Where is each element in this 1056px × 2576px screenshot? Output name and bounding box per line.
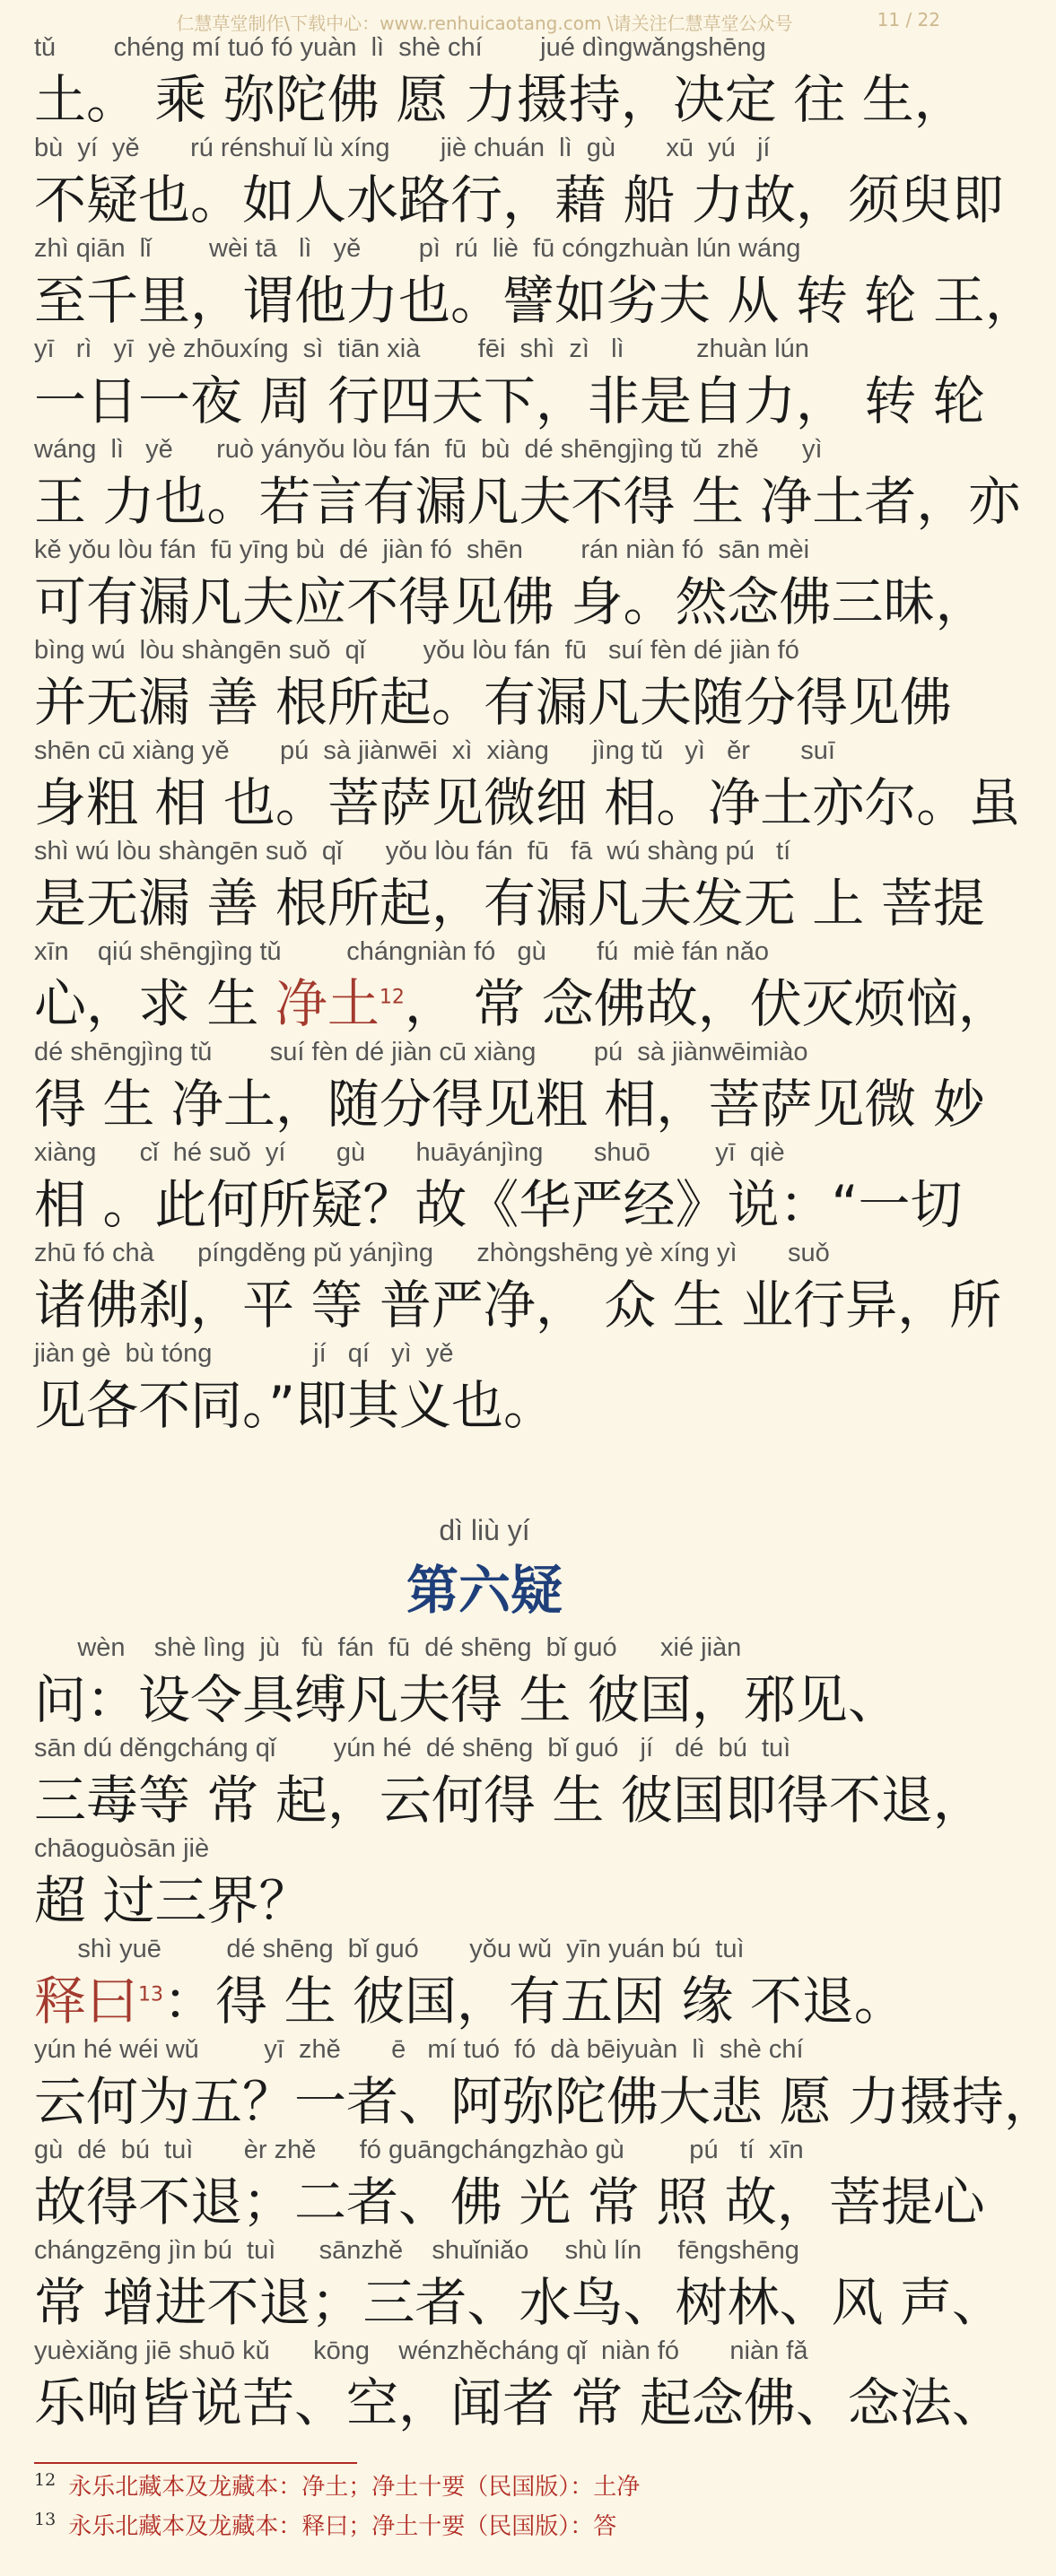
text-line — [34, 1333, 949, 1437]
text-line — [34, 228, 1037, 332]
pinyin-line: bù yí yě rú rénshuǐ lù xíng jiè chuán lì gù xū yú jí — [34, 134, 771, 162]
text-line — [34, 2029, 1056, 2133]
footnote-number: 13 — [34, 2510, 57, 2530]
chinese-text: ：得 生 彼国，有五因 缘 不退。 — [163, 1971, 906, 2032]
chinese-line — [34, 1869, 949, 1932]
pinyin-line: yī rì yī yè zhōuxíng sì tiān xià fēi shì zì lì zhuàn lún — [34, 335, 809, 363]
chinese-text: 见各不同。”即其义也。 — [34, 1375, 556, 1436]
chinese-line — [34, 269, 1037, 332]
chinese-line — [34, 1274, 1002, 1336]
chinese-line — [34, 2371, 1004, 2434]
text-line — [34, 2330, 1004, 2434]
text-line — [34, 1828, 949, 1932]
chinese-line — [34, 169, 1004, 231]
chinese-text: 诸佛刹，平 等 普严净， 众 生 业行异，所 — [34, 1275, 1002, 1336]
chinese-text: 一日一夜 周 行四天下，非是自力， 转 轮 — [34, 370, 985, 431]
chinese-line — [34, 671, 952, 734]
highlighted-text: 释曰 — [34, 1971, 139, 2032]
section-pinyin: dì liù yí — [439, 1514, 530, 1546]
footnote-divider — [34, 2462, 357, 2464]
chinese-line — [34, 1073, 985, 1136]
text-line — [34, 328, 985, 432]
footnote-13 — [34, 2508, 616, 2541]
pinyin-line: chāoguòsān jiè — [34, 1834, 210, 1863]
pinyin-line: dé shēngjìng tǔ suí fèn dé jiàn cū xiàng pú sà jiànwēimiào — [34, 1038, 808, 1066]
text-line — [34, 127, 1004, 231]
pinyin-line: zhū fó chà píngděng pǔ yánjìng zhòngshēng yè xíng yì suǒ — [34, 1239, 830, 1267]
pinyin-line: tǔ chéng mí tuó fó yuàn lì shè chí jué dìngwǎngshēng — [34, 33, 766, 62]
text-line — [34, 1627, 949, 1731]
header-source: 仁慧草堂制作\下载中心：www.renhuicaotang.com \请关注仁慧草堂公众号 — [176, 13, 793, 34]
chinese-text: 故得不退；二者、佛 光 常 照 故，菩提心 — [34, 2171, 985, 2232]
text-line — [34, 831, 985, 935]
pinyin-line: chángzēng jìn bú tuì sānzhě shuǐniǎo shù lín fēngshēng — [34, 2236, 799, 2265]
pinyin-line: zhì qiān lǐ wèi tā lì yě pì rú liè fū cóngzhuàn lún wáng — [34, 234, 801, 263]
chinese-line — [34, 570, 988, 633]
pinyin-line: kě yǒu lòu fán fū yīng bù dé jiàn fó shēn rán niàn fó sān mèi — [34, 535, 810, 564]
pinyin-line: gù dé bú tuì èr zhě fó guāngchángzhào gù pú tí xīn — [34, 2136, 804, 2164]
text-line — [34, 931, 1010, 1035]
highlighted-text: 净土 — [275, 973, 380, 1034]
chinese-line — [34, 2271, 1004, 2334]
chinese-line — [34, 1668, 949, 1731]
pinyin-line: wèn shè lìng jù fù fán fū dé shēng bǐ guó xié jiàn — [34, 1633, 742, 1662]
footnote-number: 12 — [34, 2470, 57, 2491]
pinyin-line: xiàng cǐ hé suǒ yí gù huāyánjìng shuō yī qiè — [34, 1138, 785, 1167]
chinese-line — [34, 872, 985, 935]
pinyin-line: yuèxiǎng jiē shuō kǔ kōng wénzhěcháng qǐ niàn fó niàn fǎ — [34, 2337, 808, 2365]
chinese-line — [34, 370, 985, 432]
chinese-text: 土。 乘 弥陀佛 愿 力摄持，决定 往 生， — [34, 69, 966, 130]
pinyin-line: xīn qiú shēngjìng tǔ chángniàn fó gù fú miè fán nǎo — [34, 937, 769, 966]
text-line — [34, 2129, 985, 2233]
pinyin-line: wáng lì yě ruò yányǒu lòu fán fū bù dé shēngjìng tǔ zhě yì — [34, 435, 823, 464]
chinese-text: 问：设令具缚凡夫得 生 彼国，邪见、 — [34, 1669, 900, 1730]
chinese-text: ， 常 念佛故，伏灭烦恼， — [404, 973, 1010, 1034]
chinese-text: 得 生 净土，随分得见粗 相，菩萨见微 妙 — [34, 1074, 985, 1135]
text-line — [34, 529, 988, 633]
text-line — [34, 730, 1021, 834]
text-line — [34, 429, 1021, 533]
text-line — [34, 1031, 985, 1136]
chinese-text: 是无漏 善 根所起，有漏凡夫发无 上 菩提 — [34, 873, 985, 934]
text-line — [34, 2230, 1004, 2334]
chinese-line — [34, 972, 1010, 1035]
text-line — [34, 27, 966, 131]
chinese-text: 至千里，谓他力也。譬如劣夫 从 转 轮 王， — [34, 270, 1037, 331]
text-line — [34, 1132, 963, 1236]
chinese-line — [34, 2171, 985, 2233]
footnote-text: 永乐北藏本及龙藏本：净土；净土十要（民国版）：土净 — [68, 2474, 641, 2501]
chinese-text: 王 力也。若言有漏凡夫不得 生 净土者，亦 — [34, 471, 1021, 532]
chinese-line — [34, 1970, 949, 2032]
chinese-line — [34, 1173, 963, 1236]
chinese-text: 身粗 相 也。菩萨见微细 相。净土亦尔。虽 — [34, 772, 1021, 833]
chinese-text: 可有漏凡夫应不得见佛 身。然念佛三昧， — [34, 571, 988, 632]
chinese-text: 心，求 生 — [34, 973, 275, 1034]
footnote-ref[interactable]: 12 — [379, 986, 405, 1009]
chinese-text: 相 。此何所疑？故《华严经》说：“一切 — [34, 1174, 963, 1235]
footnote-12 — [34, 2468, 640, 2502]
text-line — [34, 1727, 985, 1832]
section-title: 第六疑 — [406, 1560, 563, 1621]
pinyin-line: shēn cū xiàng yě pú sà jiànwēi xì xiàng jìng tǔ yì ěr suī — [34, 736, 835, 765]
footnote-ref[interactable]: 13 — [138, 1983, 164, 2006]
chinese-text: 不疑也。如人水路行，藉 船 力故，须臾即 — [34, 170, 1004, 231]
chinese-text: 乐响皆说苦、空，闻者 常 起念佛、念法、 — [34, 2372, 1004, 2433]
footnote-text: 永乐北藏本及龙藏本：释曰；净土十要（民国版）：答 — [68, 2513, 617, 2540]
chinese-text: 常 增进不退；三者、水鸟、树林、风 声、 — [34, 2272, 1004, 2333]
chinese-text: 超 过三界？ — [34, 1870, 311, 1931]
text-line — [34, 1928, 949, 2032]
chinese-line — [34, 1374, 949, 1437]
pinyin-line: shì yuē dé shēng bǐ guó yǒu wǔ yīn yuán bú tuì — [34, 1935, 745, 1963]
page-number: 11 / 22 — [877, 9, 940, 30]
chinese-line — [34, 771, 1021, 834]
text-line — [34, 630, 952, 734]
pinyin-line: bìng wú lòu shàngēn suǒ qǐ yǒu lòu fán fū suí fèn dé jiàn fó — [34, 636, 799, 665]
chinese-text: 云何为五？一者、阿弥陀佛大悲 愿 力摄持， — [34, 2071, 1056, 2132]
text-line — [34, 1232, 1002, 1336]
chinese-line — [34, 2070, 1056, 2133]
pinyin-line: jiàn gè bù tóng jí qí yì yě — [34, 1339, 454, 1368]
pinyin-line: sān dú děngcháng qǐ yún hé dé shēng bǐ guó jí dé bú tuì — [34, 1734, 791, 1762]
chinese-text: 三毒等 常 起，云何得 生 彼国即得不退， — [34, 1770, 985, 1831]
pinyin-line: yún hé wéi wǔ yī zhě ē mí tuó fó dà bēiyuàn lì shè chí — [34, 2035, 804, 2064]
chinese-line — [34, 470, 1021, 533]
chinese-line — [34, 1769, 985, 1832]
chinese-line — [34, 68, 966, 131]
chinese-text: 并无漏 善 根所起。有漏凡夫随分得见佛 — [34, 672, 952, 733]
pinyin-line: shì wú lòu shàngēn suǒ qǐ yǒu lòu fán fū fā wú shàng pú tí — [34, 837, 791, 866]
